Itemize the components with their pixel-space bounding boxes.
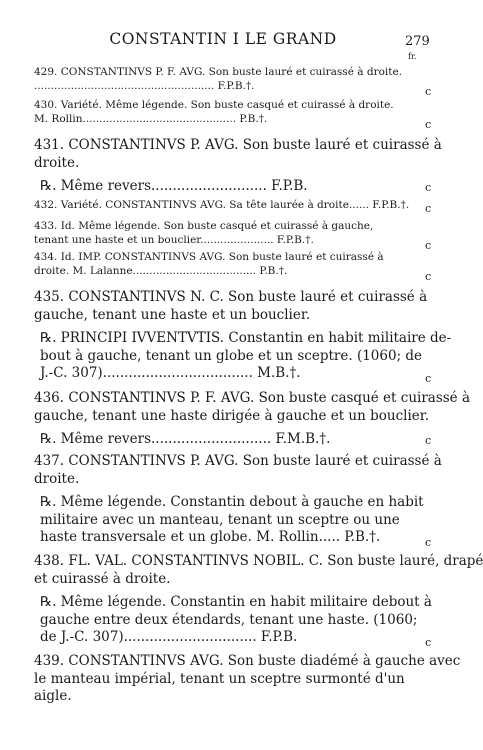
catalogue-entry [40,330,452,383]
entry-line: 432. Variété. CONSTANTINVS AVG. Sa tête laurée à droite...... F.P.B.†. [34,199,410,211]
catalogue-entry [34,289,428,324]
entry-line: ℞. Même revers............................ F.M.B.†. [40,431,331,447]
catalogue-entry [40,494,424,547]
entry-line: 430. Variété. Même légende. Son buste casqué et cuirassé à droite. [34,99,394,111]
rarity-mark: c [425,269,432,283]
running-header-title: CONSTANTIN I LE GRAND [109,30,337,48]
entry-line: gauche, tenant une haste et un bouclier. [34,306,311,323]
catalogue-entry [40,594,432,647]
entry-line: tenant une haste et un bouclier...................... F.P.B.†. [34,233,314,246]
entry-line: 439. CONSTANTINVS AVG. Son buste diadémé à gauche avec [34,653,461,669]
column-label-fr: fr. [408,52,417,61]
entry-line: M. Rollin.............................................. P.B.†. [34,112,268,125]
entry-line: ℞. Même revers........................... F.P.B. [40,178,308,194]
entry-line: 437. CONSTANTINVS P. AVG. Son buste lauré et cuirassé à [34,453,442,469]
catalogue-entry [34,199,410,213]
entry-line: gauche, tenant une haste dirigée à gauche et un bouclier. [34,407,430,424]
rarity-mark: c [425,536,432,549]
entry-line: ℞. Même légende. Constantin debout à gauche en habit [40,494,424,510]
entry-line: militaire avec un manteau, tenant un sceptre ou une [40,511,400,528]
catalogue-entry [34,137,442,172]
rarity-mark: c [425,117,432,131]
entry-line: ...................................................... F.P.B.†. [34,79,255,92]
catalogue-entry [34,653,461,706]
catalogue-entry [34,220,389,247]
catalogue-entry [34,553,483,588]
rarity-mark: c [425,434,432,447]
entry-line: 434. Id. IMP. CONSTANTINVS AVG. Son buste lauré et cuirassé à [34,251,384,263]
rarity-mark: c [425,181,432,194]
entry-line: 438. FL. VAL. CONSTANTINVS NOBIL. C. Son buste lauré, drapé [34,553,483,569]
entry-line: 431. CONSTANTINVS P. AVG. Son buste lauré et cuirassé à [34,137,442,153]
rarity-mark: c [425,238,432,252]
catalogue-entry [34,99,394,126]
rarity-mark: c [425,84,432,98]
entry-line: aigle. [34,688,72,705]
catalogue-entry [40,178,395,196]
catalogue-entry [34,390,471,425]
catalogue-entry [34,453,442,488]
entry-line: 429. CONSTANTINVS P. F. AVG. Son buste lauré et cuirassé à droite. [34,66,403,78]
entry-line: droite. M. Lalanne..................................... P.B.†. [34,264,288,277]
catalogue-entry [34,251,389,278]
entry-line: haste transversale et un globe. M. Rollin..... P.B.†. [40,529,381,546]
entry-line: ℞. Même légende. Constantin en habit militaire debout à [40,594,432,610]
rarity-mark: c [425,372,432,385]
entry-line: droite. [34,470,80,487]
rarity-mark: c [425,202,432,215]
entry-line: et cuirassé à droite. [34,570,171,587]
rarity-mark: c [425,636,432,649]
entry-line: droite. [34,154,80,171]
catalogue-entry [34,66,403,93]
page-number: 279 [405,34,430,49]
entry-line: le manteau impérial, tenant un sceptre surmonté d'un [34,670,405,687]
catalogue-entry [40,431,395,449]
entry-line: ℞. PRINCIPI IVVENTVTIS. Constantin en habit militaire de- [40,330,452,346]
entry-line: 433. Id. Même légende. Son buste casqué et cuirassé à gauche, [34,220,374,232]
entry-line: de J.-C. 307)............................... F.P.B. [40,629,298,646]
entry-line: bout à gauche, tenant un globe et un sceptre. (1060; de [40,347,423,364]
entry-line: J.-C. 307)................................... M.B.†. [40,365,301,382]
entry-line: gauche entre deux étendards, tenant une haste. (1060; [40,611,418,628]
entry-line: 436. CONSTANTINVS P. F. AVG. Son buste casqué et cuirassé à [34,390,471,406]
entry-line: 435. CONSTANTINVS N. C. Son buste lauré et cuirassé à [34,289,428,305]
